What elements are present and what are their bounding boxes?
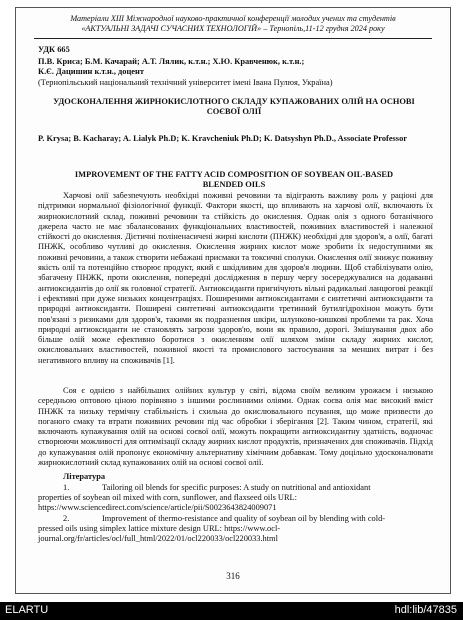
authors-ua-line-1: П.В. Криса; Б.М. Качарай; А.Т. Лялик, к.т.н.; Х.Ю. Кравченюк, к.т.н.; [38,57,305,66]
reference-number: 2. [63,514,70,523]
affiliation: (Тернопільський національний технічний університет імені Івана Пулюя, Україна) [38,78,333,87]
header-rule [34,38,432,39]
body-paragraph-2: Соя є однією з найбільших олійних культур у світі, відома своїм великим урожаєм і низькою середньою оптовою ціною порівняно з іншими рослинними оліями. Однак соєва олія має високий вміст ПНЖК та низьку термічну стабільність і схильна до окислювального псування, що може призвести до поганого смаку та втрати поживних речовин під час обробки і зберігання [2]. Таким чином, стратегії, які включають купажування олій на основі соєвої олії, можуть покращити антиоксидантну здатність, водночас створюючи можливості для оптимізації складу жирних кислот продуктів, призначених для споживачів. Підхід до купажування олій пропонує економічну альтернативу хімічним добавкам. Тому доцільно удосконалювати жирнокислотний склад купажованих олій на основі соєвої олії. [38,386,433,468]
body-paragraph-1: Харчові олії забезпечують необхідні поживні речовини та відіграють важливу роль у раціоні для підтримки нормальної фізіологічної функції. Фактори якості, що впливають на харчові олії, включають їх жирнокислотний склад, поживні речовини та стійкість до окислення. Однак олія з одного ботанічного джерела часто не має збалансованих функціональних властивостей, поживних властивостей і належної стійкості до окислення. Дієтичні поліненасичені жирні кислоти (ПНЖК) необхідні для здоров'я, а олії, багаті ПНЖК, особливо чутливі до окислення. Окислення жирних кислот може зробити їх недоступними як поживні речовини, а також створити небажані присмаки та токсичні сполуки. Окислення олії знижує поживну якість олії та потенційно створює продукт, який є шкідливим для здоров'я людини. Щоб стабілізувати олію, збагачену ПНЖК, проти окислення, попередні дослідження в першу чергу зосереджувалися на додаванні антиоксидантів до олії як головної стратегії. Антиоксиданти пригнічують вільні радикальні ланцюгові реакції і ефективні при дуже низьких концентраціях. Поширеними антиоксидантами є синтетичні антиоксиданти та природні антиоксиданти. Поширені синтетичні антиоксиданти третинний бутилгідрохінон можуть бути пов'язані з ризиками для здоров'я, такими як подразнення шкіри, шлунково-кишкові проблеми та рак. Хоча природні антиоксиданти не становлять загрози здоров'ю, вони як правило, дорогі. Змішування двох або більше олій може ефективно боротися з окисленням олії шляхом зміни складу жирних кислот, окислювальних властивостей, поживної якості та промислового застосування за менших витрат і без негативного впливу на споживачів [1]. [38,191,433,365]
title-en: IMPROVEMENT OF THE FATTY ACID COMPOSITION OF SOYBEAN OIL-BASED BLENDED OILS [74,170,394,190]
reference-line: pressed oils using simplex lattice mixture design URL: https://www.ocl- [38,524,281,533]
reference-url: journal.org/fr/articles/ocl/full_html/2022/01/ocl220033/ocl220033.html [38,534,278,543]
header-line-1: Матеріали XIII Міжнародної науково-практичної конференції молодих учених та студентів [70,14,396,23]
reference-number: 1. [63,483,70,492]
reference-url: https://www.sciencedirect.com/science/article/pii/S0023643824009071 [38,503,277,512]
title-ua: УДОСКОНАЛЕННЯ ЖИРНОКИСЛОТНОГО СКЛАДУ КУПАЖОВАНИХ ОЛІЙ НА ОСНОВІ СОЄВОЇ ОЛІЇ [53,97,415,117]
references-heading: Література [63,472,106,481]
page-number: 316 [226,571,240,581]
reference-line: Improvement of thermo-resistance and quality of soybean oil by blending with cold- [102,514,386,523]
reference-line: Tailoring oil blends for specific purposes: A study on nutritional and antioxidant [102,483,371,492]
reference-line: properties of soybean oil mixed with corn, sunflower, and flaxseed oils URL: [38,493,297,502]
header-line-2: «АКТУАЛЬНІ ЗАДАЧІ СУЧАСНИХ ТЕХНОЛОГІЙ» – Тернопіль,11-12 грудня 2024 року [81,24,385,33]
handle-identifier: hdl:lib/47835 [394,604,457,616]
udk-code: УДК 665 [38,45,70,54]
authors-ua-line-2: К.Є. Дацишин к.т.н., доцент [38,67,144,76]
authors-en: P. Krysa; B. Kacharay; A. Lialyk Ph.D; K. Kravcheniuk Ph.D; K. Datsyshyn Ph.D., Associate Professor [38,134,407,143]
running-header [16,14,450,34]
repository-name: ELARTU [5,604,49,616]
page-frame [15,7,451,594]
repository-footer [0,602,463,620]
